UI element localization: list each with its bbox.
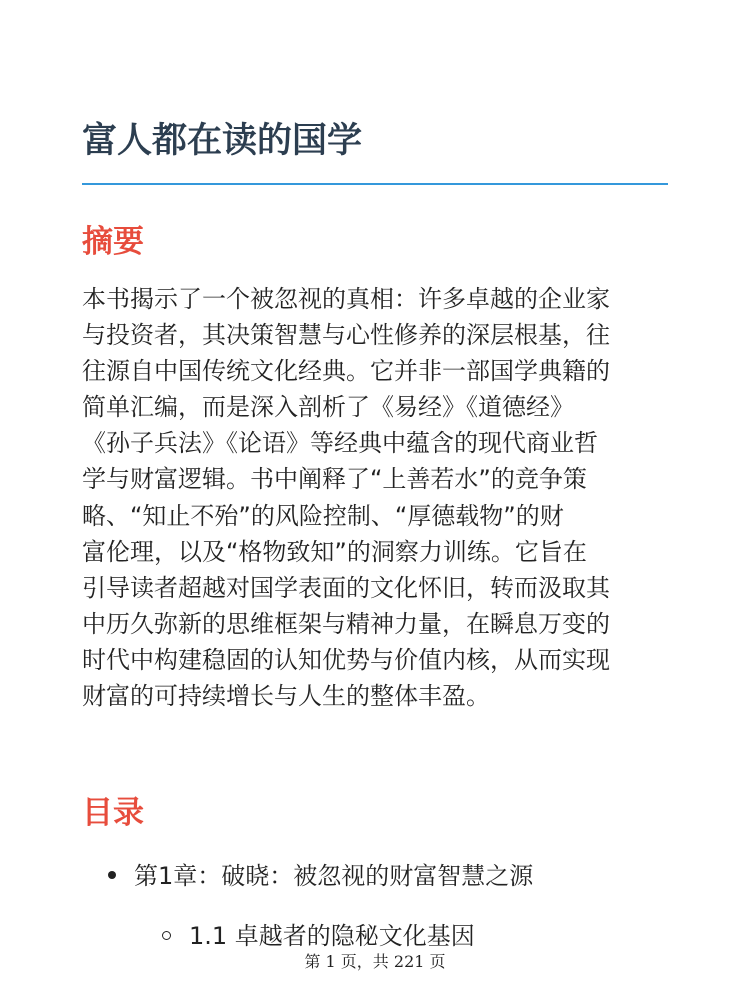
- toc-chapter-label: 第1章：破晓：被忽视的财富智慧之源: [134, 862, 534, 890]
- summary-line: 略、“知止不殆”的风险控制、“厚德载物”的财: [82, 501, 564, 530]
- summary-line: 《孙子兵法》《论语》等经典中蕴含的现代商业哲: [82, 429, 598, 458]
- bullet-disc-icon: [108, 871, 116, 879]
- toc-section-item[interactable]: [162, 919, 475, 953]
- summary-line: 往源自中国传统文化经典。它并非一部国学典籍的: [82, 357, 610, 386]
- summary-line: 富伦理，以及“格物致知”的洞察力训练。它旨在: [82, 537, 587, 566]
- bullet-circle-icon: [162, 931, 171, 940]
- summary-line: 财富的可持续增长与人生的整体丰盈。: [82, 682, 490, 711]
- page-number-footer: 第 1 页，共 221 页: [304, 952, 446, 971]
- summary-line: 学与财富逻辑。书中阐释了“上善若水”的竞争策: [82, 465, 587, 494]
- toc-section-label: 1.1 卓越者的隐秘文化基因: [189, 922, 475, 950]
- toc-chapter-item[interactable]: [108, 859, 533, 893]
- summary-heading: 摘要: [82, 224, 144, 260]
- summary-line: 引导读者超越对国学表面的文化怀旧，转而汲取其: [82, 573, 610, 602]
- summary-line: 时代中构建稳固的认知优势与价值内核，从而实现: [82, 645, 610, 674]
- title-divider: [82, 183, 668, 185]
- toc-heading: 目录: [82, 795, 144, 831]
- summary-line: 简单汇编，而是深入剖析了《易经》《道德经》: [82, 393, 574, 422]
- summary-line: 中历久弥新的思维框架与精神力量，在瞬息万变的: [82, 609, 610, 638]
- book-title: 富人都在读的国学: [82, 121, 363, 161]
- summary-line: 本书揭示了一个被忽视的真相：许多卓越的企业家: [82, 285, 610, 313]
- summary-line: 与投资者，其决策智慧与心性修养的深层根基，往: [82, 321, 610, 350]
- summary-paragraph: [82, 281, 674, 714]
